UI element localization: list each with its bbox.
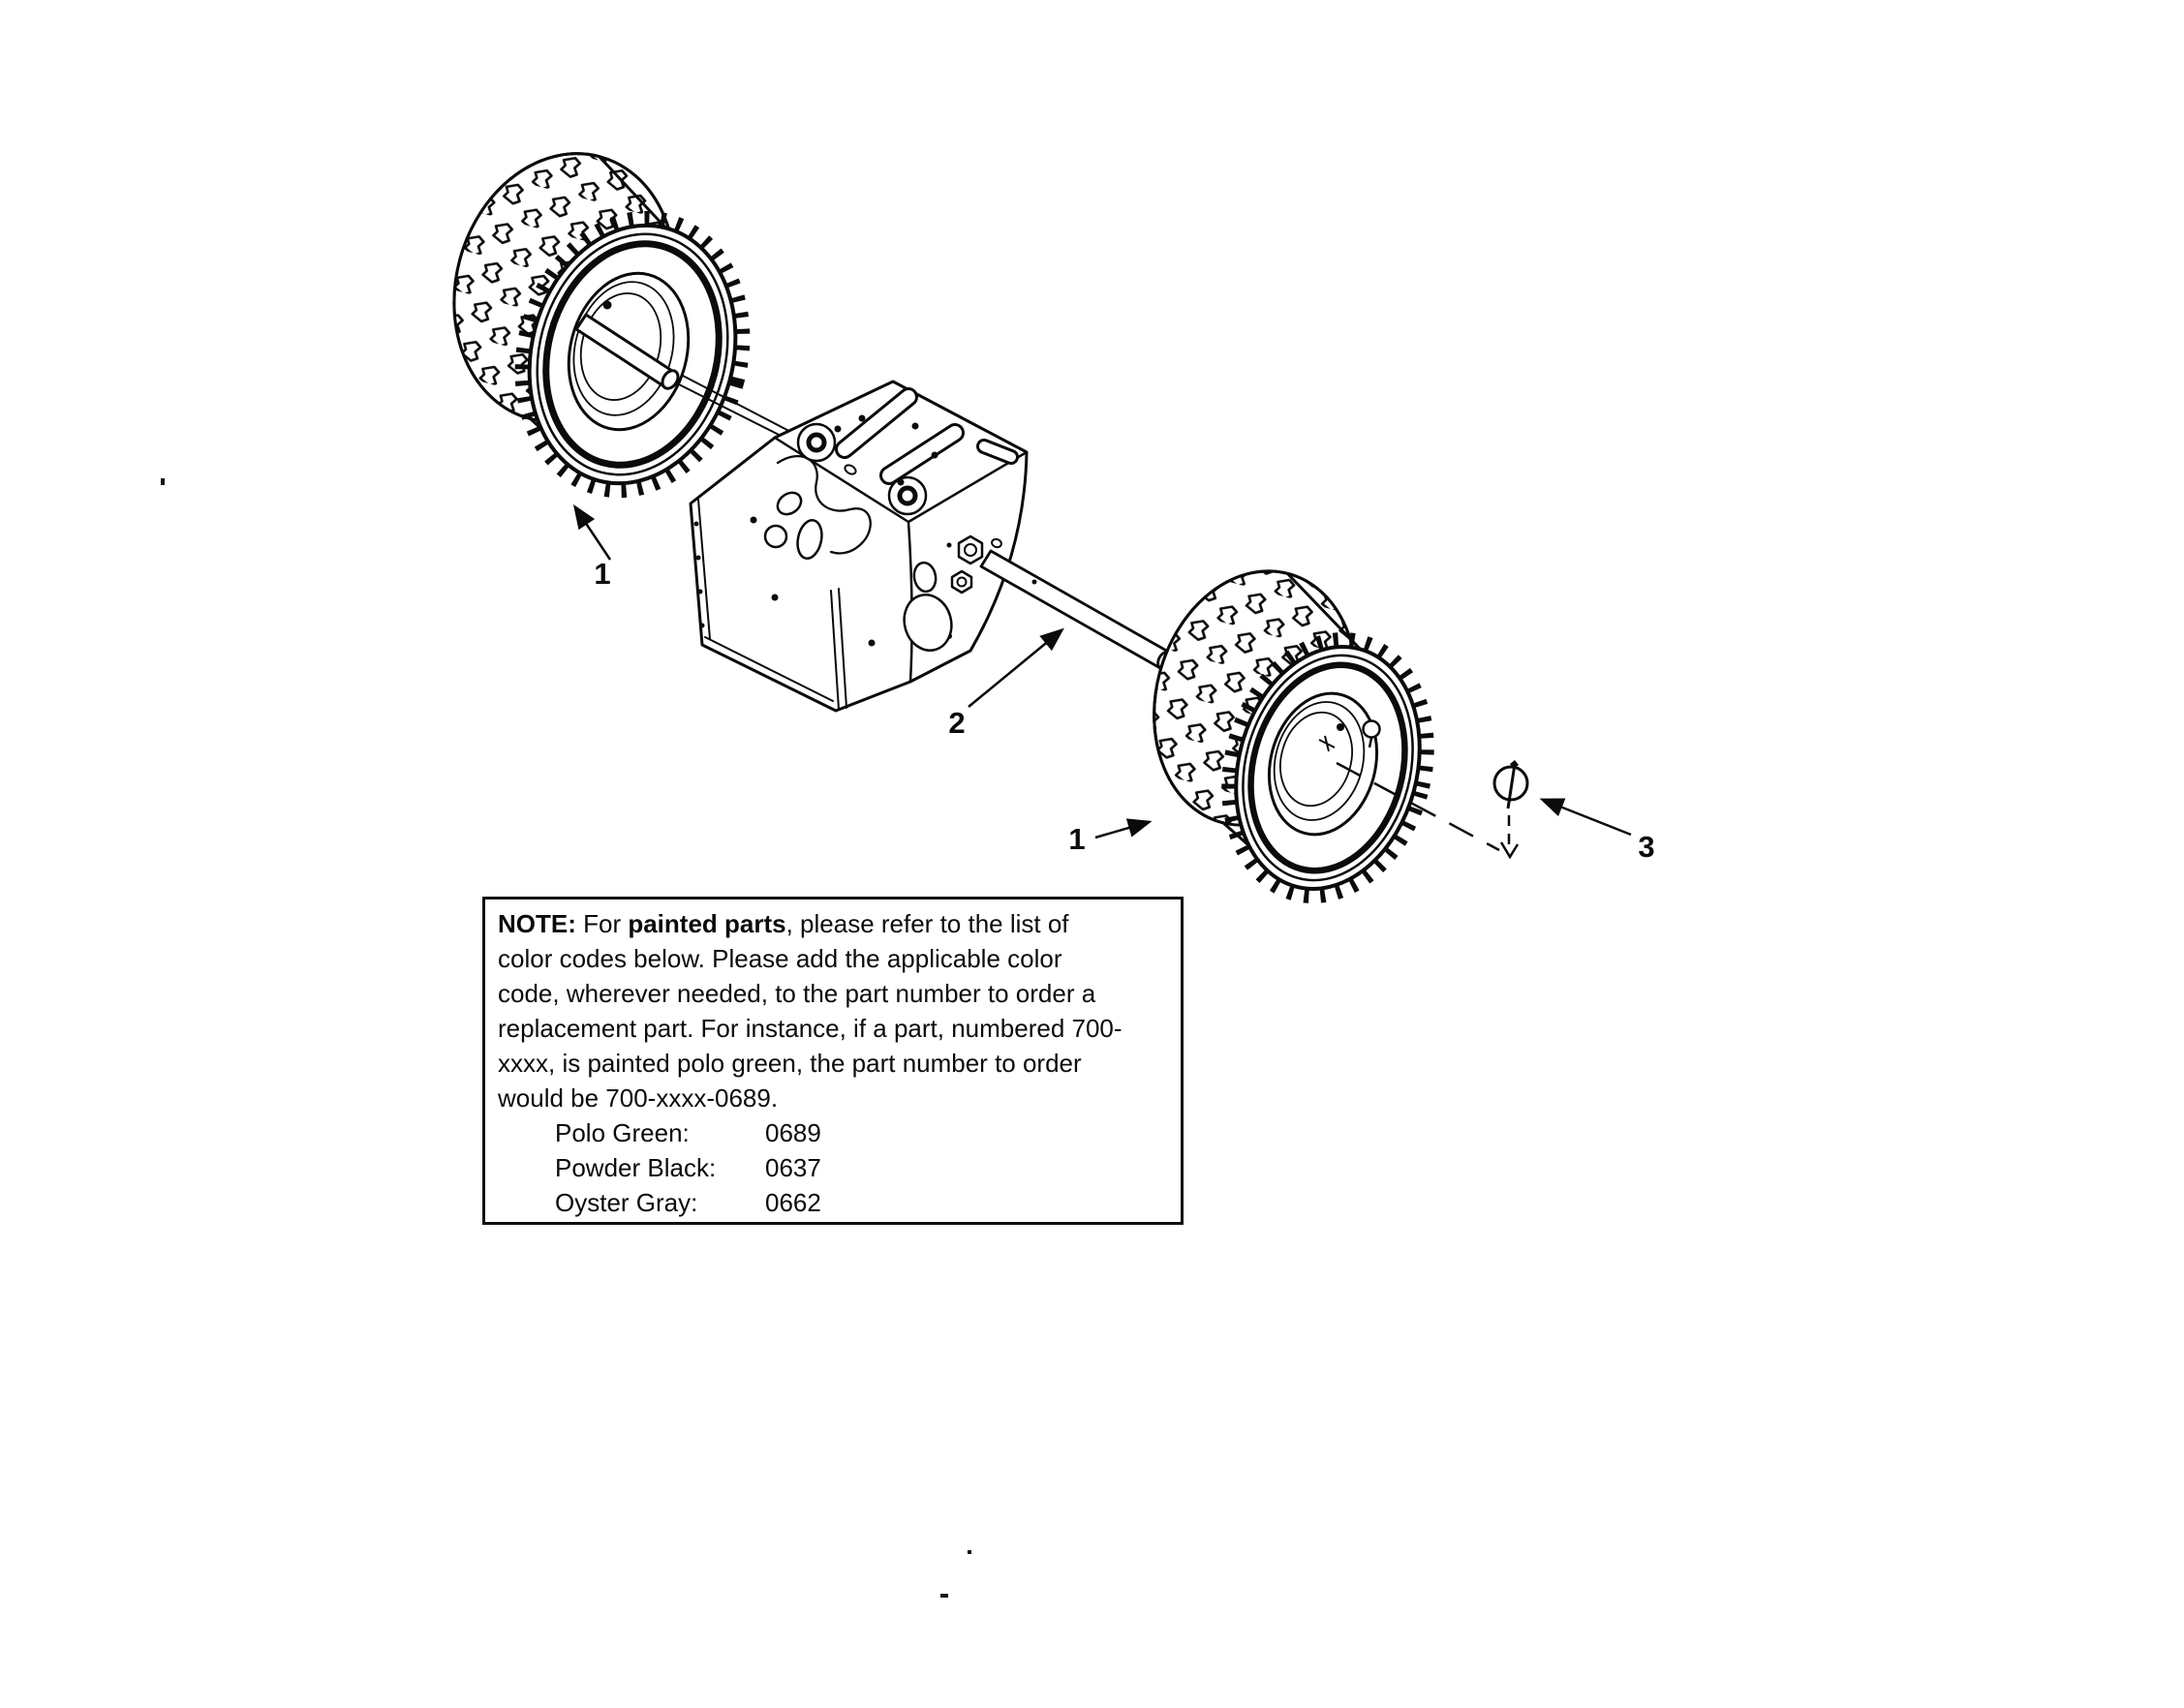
callout-wheel-right [1068, 822, 1149, 856]
note-line-1: NOTE: For painted parts, please refer to the list of [498, 909, 1069, 938]
color-name: Powder Black: [555, 1153, 717, 1182]
wheel-left [416, 126, 802, 516]
callout-label-wheel-left: 1 [594, 557, 611, 591]
callout-label-pin: 3 [1638, 830, 1655, 864]
callout-pin [1543, 800, 1655, 864]
color-code: 0662 [765, 1188, 821, 1217]
note-line-6: would be 700-xxxx-0689. [498, 1083, 779, 1113]
color-name: Oyster Gray: [555, 1188, 698, 1217]
note-line-3: code, wherever needed, to the part number to order a [498, 979, 1096, 1008]
color-code: 0689 [765, 1118, 821, 1147]
note-keyword: NOTE: [498, 909, 576, 938]
scan-speck [968, 1550, 971, 1554]
frame-housing [691, 381, 1027, 711]
callout-label-wheel-right: 1 [1068, 822, 1086, 856]
color-name: Polo Green: [555, 1118, 690, 1147]
painted-parts-note [482, 897, 1184, 1225]
note-bold-painted-parts: painted parts [628, 909, 786, 938]
note-line-4: replacement part. For instance, if a part, numbered 700- [498, 1014, 1123, 1043]
note-line-5: xxxx, is painted polo green, the part number to order [498, 1049, 1082, 1078]
callout-label-axle: 2 [948, 706, 966, 740]
color-code-row [555, 1115, 1169, 1150]
axle-pin [1494, 760, 1527, 857]
color-code: 0637 [765, 1153, 821, 1182]
color-code-row [555, 1150, 1169, 1185]
scan-speck [161, 478, 165, 485]
wheel-right [1114, 542, 1499, 930]
scan-speck [940, 1594, 948, 1598]
callout-wheel-left [575, 507, 611, 591]
color-code-row [555, 1185, 1169, 1220]
note-line-2: color codes below. Please add the applicable color [498, 944, 1062, 973]
